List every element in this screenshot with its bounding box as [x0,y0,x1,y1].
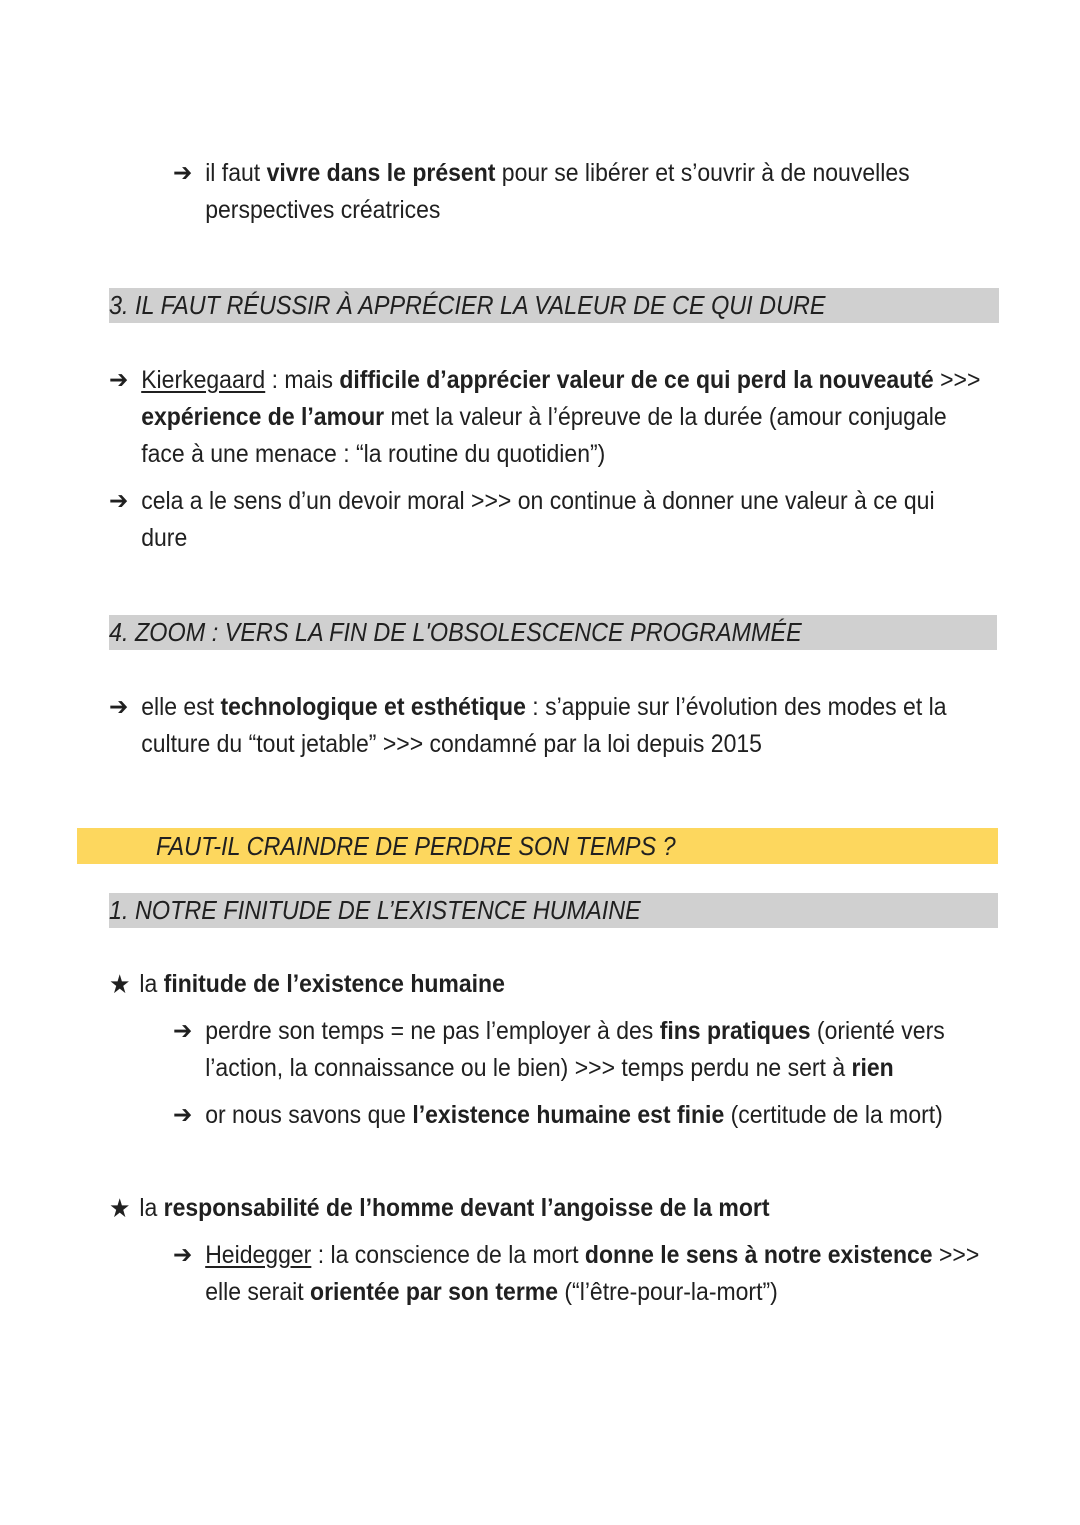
intro-bullet: ➔ il faut vivre dans le présent pour se libérer et s’ouvrir à de nouvelles perspectives créatrices [173,155,910,229]
section-3-title: 3. IL FAUT RÉUSSIR À APPRÉCIER LA VALEUR DE CE QUI DURE [109,290,826,320]
arrow-icon: ➔ [173,1017,193,1045]
arrow-icon: ➔ [173,159,193,187]
list-item: ➔ perdre son temps = ne pas l’employer à des fins pratiques (orienté vers l’action, la connaissance ou le bien) >>> temps perdu ne sert à rien [173,1013,945,1087]
chapter-header [77,828,998,864]
chapter-title: FAUT-IL CRAINDRE DE PERDRE SON TEMPS ? [156,830,676,861]
responsabilite-bullets [173,1237,979,1311]
section-1-header [109,893,998,928]
list-item: ➔ Heidegger : la conscience de la mort donne le sens à notre existence >>> elle serait orientée par son terme (“l’être-pour-la-mort”) [173,1237,979,1311]
list-item: ➔ elle est technologique et esthétique : s’appuie sur l’évolution des modes et la culture du “tout jetable” >>> condamné par la loi depuis 2015 [109,689,947,763]
star-icon: ★ [109,969,131,999]
list-item: ➔ or nous savons que l’existence humaine est finie (certitude de la mort) [173,1097,945,1134]
section-4-title: 4. ZOOM : VERS LA FIN DE L'OBSOLESCENCE PROGRAMMÉE [109,617,802,647]
star-heading-responsabilite: ★ la responsabilité de l’homme devant l’angoisse de la mort [109,1190,769,1227]
section-1-title: 1. NOTRE FINITUDE DE L’EXISTENCE HUMAINE [109,895,641,925]
list-item: ➔ Kierkegaard : mais difficile d’apprécier valeur de ce qui perd la nouveauté >>> expérience de l’amour met la valeur à l’épreuve de la durée (amour conjugale face à une menace : “la routine du quotidien”) [109,362,980,473]
section-4-header [109,615,997,650]
author-heidegger: Heidegger [205,1241,312,1269]
arrow-icon: ➔ [109,487,129,515]
finitude-bullets [173,1013,945,1134]
list-item: ➔ cela a le sens d’un devoir moral >>> on continue à donner une valeur à ce qui dure [109,483,980,557]
arrow-icon: ➔ [173,1241,193,1269]
author-kierkegaard: Kierkegaard [141,366,266,394]
section-4-content [109,689,947,763]
section-3-content [109,362,980,557]
arrow-icon: ➔ [173,1101,193,1129]
arrow-icon: ➔ [109,366,129,394]
section-3-header [109,288,999,323]
arrow-icon: ➔ [109,693,129,721]
star-icon: ★ [109,1193,131,1223]
star-heading-finitude: ★ la finitude de l’existence humaine [109,966,505,1003]
